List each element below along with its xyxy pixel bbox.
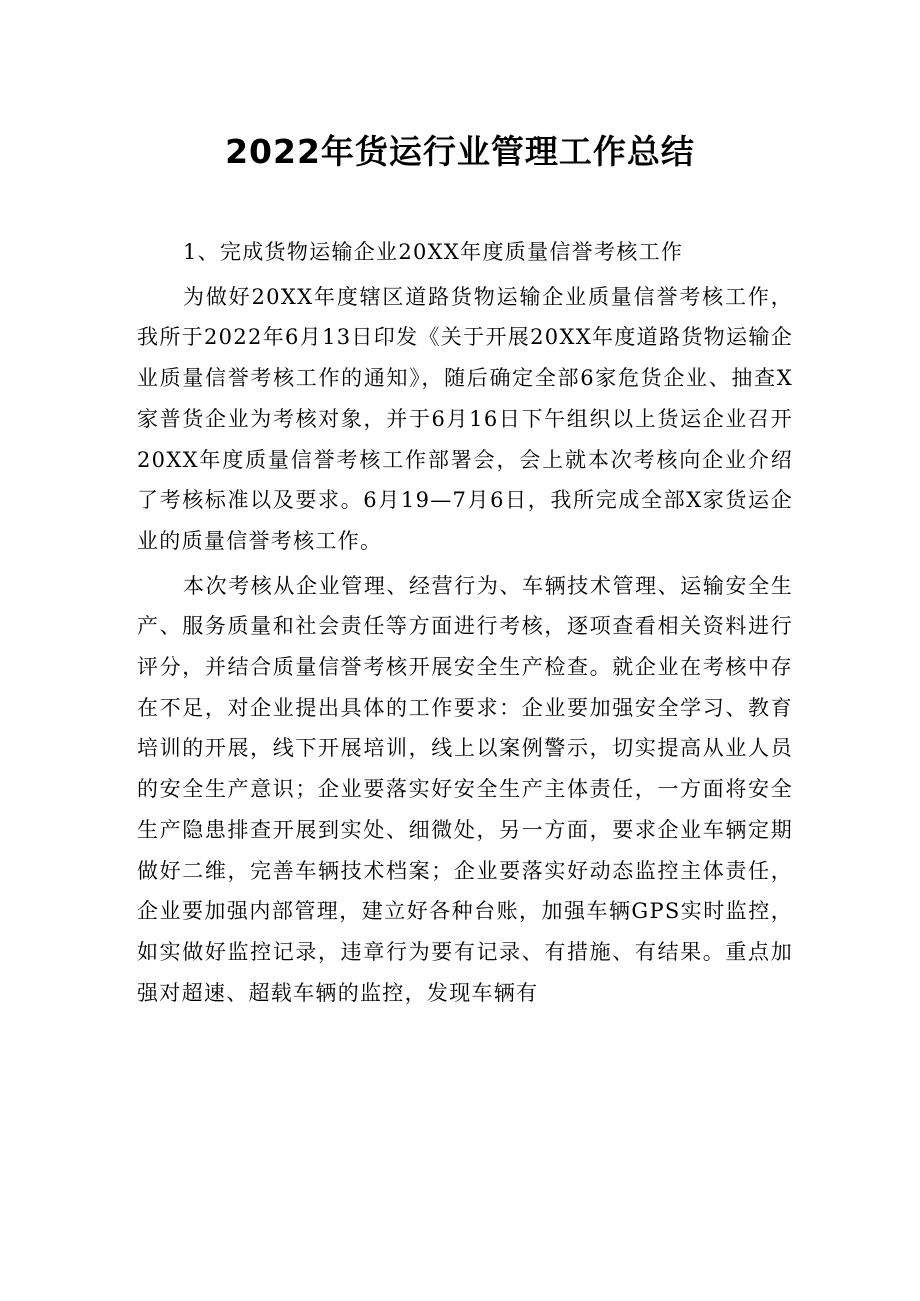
paragraph-section-heading: 1、完成货物运输企业20XX年度质量信誉考核工作 [183, 240, 684, 264]
document-body [137, 232, 793, 1013]
paragraph-assessment-arrangement: 为做好20XX年度辖区道路货物运输企业质量信誉考核工作，我所于2022年6月13日印发《关于开展20XX年度道路货物运输企业质量信誉考核工作的通知》，随后确定全部6家危货企业、抽查X家普货企业为考核对象，并于6月16日下午组织以上货运企业召开20XX年度质量信誉考核工作部署会，会上就本次考核向企业介绍了考核标准以及要求。6月19—7月6日，我所完成全部X家货运企业的质量信誉考核工作。 [137, 284, 793, 553]
paragraph-assessment-content: 本次考核从企业管理、经营行为、车辆技术管理、运输安全生产、服务质量和社会责任等方面进行考核，逐项查看相关资料进行评分，并结合质量信誉考核开展安全生产检查。就企业在考核中存在不足，对企业提出具体的工作要求：企业要加强安全学习、教育培训的开展，线下开展培训，线上以案例警示，切实提高从业人员的安全生产意识；企业要落实好安全生产主体责任，一方面将安全生产隐患排查开展到实处、细微处，另一方面，要求企业车辆定期做好二维，完善车辆技术档案；企业要落实好动态监控主体责任，企业要加强内部管理，建立好各种台账，加强车辆GPS实时监控，如实做好监控记录，违章行为要有记录、有措施、有结果。重点加强对超速、超载车辆的监控，发现车辆有 [137, 573, 793, 1005]
document-title: 2022年货运行业管理工作总结 [225, 132, 695, 171]
